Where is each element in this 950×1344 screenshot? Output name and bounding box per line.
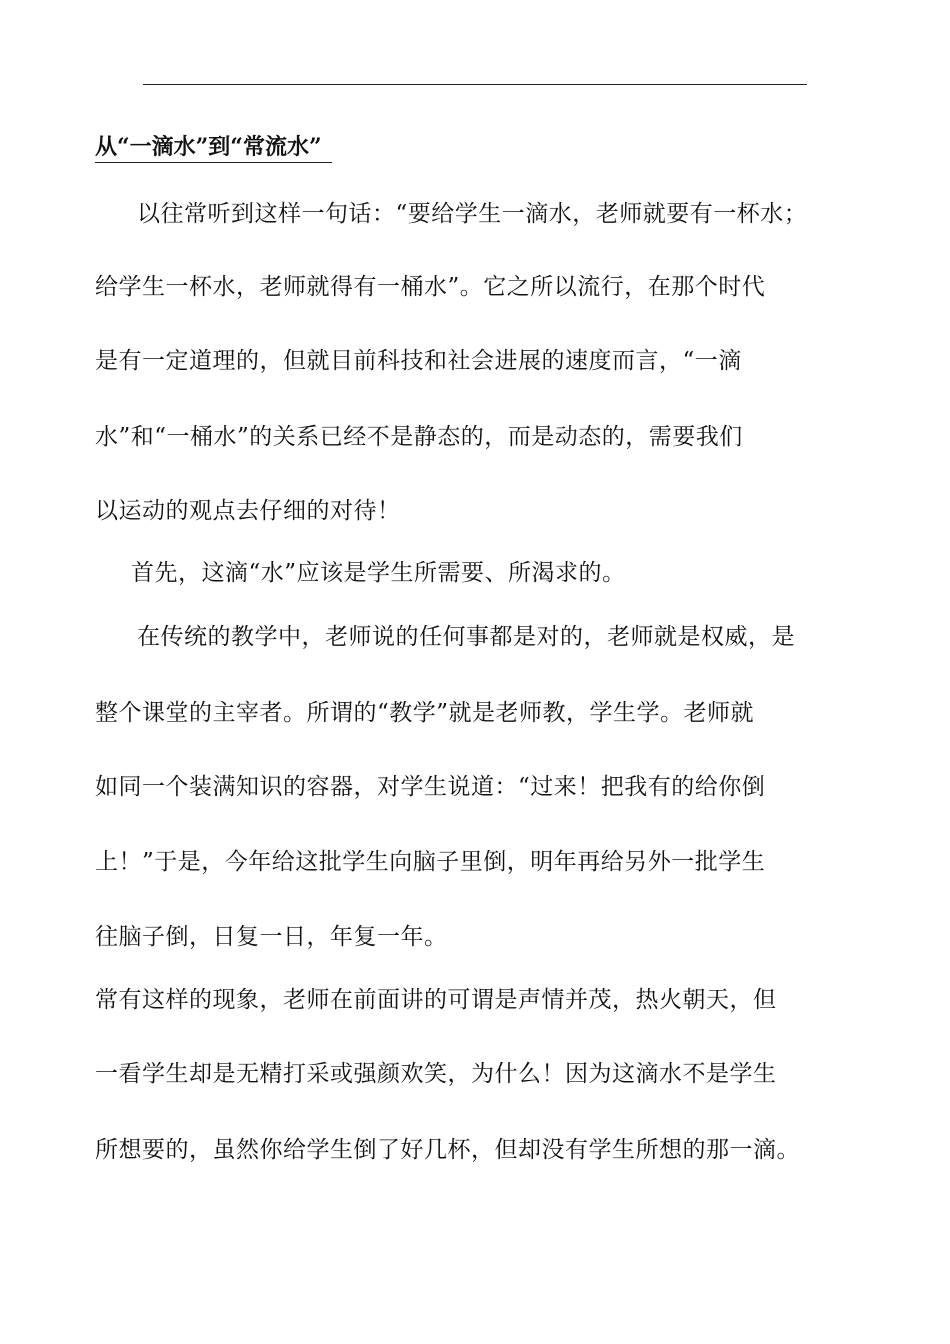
paragraph-line: 所想要的，虽然你给学生倒了好几杯，但却没有学生所想的那一滴。 bbox=[95, 1137, 800, 1163]
paragraph-line: 如同一个装满知识的容器，对学生说道：“过来！把我有的给你倒 bbox=[95, 774, 766, 800]
paragraph-line: 一看学生却是无精打采或强颜欢笑，为什么！因为这滴水不是学生 bbox=[95, 1061, 777, 1087]
paragraph-line: 给学生一杯水，老师就得有一桶水”。它之所以流行，在那个时代 bbox=[95, 274, 766, 300]
paragraph-line: 往脑子倒，日复一日，年复一年。 bbox=[95, 924, 448, 950]
paragraph-line: 整个课堂的主宰者。所谓的“教学”就是老师教，学生学。老师就 bbox=[95, 700, 755, 726]
paragraph-line: 常有这样的现象，老师在前面讲的可谓是声情并茂，热火朝天，但 bbox=[95, 987, 777, 1013]
paragraph-line: 水”和“一桶水”的关系已经不是静态的，而是动态的，需要我们 bbox=[95, 424, 743, 450]
paragraph-line: 在传统的教学中，老师说的任何事都是对的，老师就是权威，是 bbox=[137, 624, 795, 650]
paragraph-line: 是有一定道理的，但就目前科技和社会进展的速度而言，“一滴 bbox=[95, 348, 742, 374]
header-rule bbox=[143, 84, 807, 85]
paragraph-line: 上！”于是，今年给这批学生向脑子里倒，明年再给另外一批学生 bbox=[95, 849, 766, 875]
paragraph-line: 以往常听到这样一句话：“要给学生一滴水，老师就要有一杯水； bbox=[137, 201, 808, 227]
paragraph-line: 首先，这滴“水”应该是学生所需要、所渴求的。 bbox=[131, 560, 626, 586]
document-title: 从“一滴水”到“常流水” bbox=[95, 132, 332, 163]
paragraph-line: 以运动的观点去仔细的对待！ bbox=[95, 498, 401, 524]
